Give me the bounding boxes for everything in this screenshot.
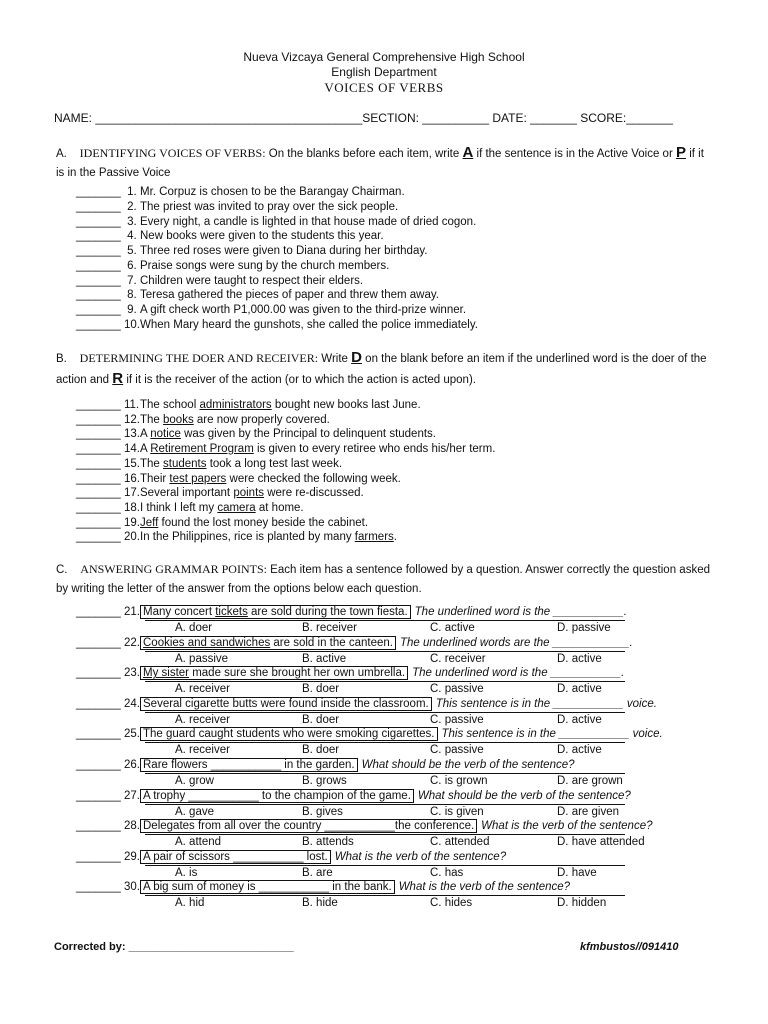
item-text: Teresa gathered the pieces of paper and threw them away. [140,289,439,302]
options-row [145,773,625,789]
section-c-item [76,880,570,895]
section-a-letter-p: P [675,144,686,161]
option: B. grows [302,775,347,787]
section-c-item [76,758,575,773]
item-number[interactable]: _______ 12. [76,413,140,426]
section-b-item [76,457,342,472]
item-text: Children were taught to respect their elders. [140,274,364,287]
item-number[interactable]: _______ 24. [76,697,140,710]
option: D. active [557,652,602,665]
option: B. doer [302,713,340,726]
item-text-post: bought new books last June. [271,399,421,411]
item-number[interactable]: _______ 22. [76,636,140,649]
item-text-post: . [393,531,397,544]
option: B. hide [302,897,338,910]
option: B. active [302,652,347,665]
question-text: The underlined word is the ___________. [414,606,627,618]
school-name: Nueva Vizcaya General Comprehensive High School [243,50,525,64]
section-c-item [76,727,663,742]
option: A. doer [175,622,213,634]
section-c-item [76,789,631,804]
item-number[interactable]: _______ 17. [76,487,140,500]
item-number[interactable]: _______ 10. [76,318,140,331]
item-text-pre: The [140,457,164,470]
sentence-box [140,880,395,894]
option: C. is given [430,805,484,818]
item-number[interactable]: _______ 20. [76,531,140,544]
options-row [145,742,625,758]
section-a-item [76,185,405,200]
option: B. receiver [302,622,357,634]
section-a-item [76,200,398,215]
section-b-item [76,442,495,457]
section-c-text: Each item has a sentence followed by a question. Answer correctly the question asked by writing the letter of the answer from the options below each question. [56,564,710,595]
sentence-pre: A big sum of money is ___________ in the bank. [143,881,392,894]
sentence-pre: Several cigarette butts were found inside the classroom. [143,697,429,710]
section-c-item [76,636,633,651]
item-number[interactable]: _______ 1. [76,186,137,198]
item-text-post: found the lost money beside the cabinet. [158,516,369,529]
option: C. hides [430,897,473,910]
option: D. have attended [557,836,645,849]
option: A. receiver [175,713,230,726]
item-number[interactable]: _______ 7. [76,274,137,287]
sentence-box [140,666,408,680]
options-row [145,620,625,636]
option: C. active [430,622,475,634]
sentence-box [140,758,358,772]
item-number[interactable]: _______ 28. [76,820,140,833]
section-b-item [76,427,436,442]
item-text-pre: In the Philippines, rice is planted by many [140,531,355,544]
section-a-item [76,259,389,274]
sentence-pre: A pair of scissors ___________ lost. [143,850,328,863]
item-text-post: are now properly covered. [193,413,330,426]
underlined-word: Retirement Program [150,443,254,456]
sentence-post: made sure she brought her own umbrella. [189,667,406,680]
option: C. passive [430,713,484,726]
option: A. hid [175,897,205,910]
section-b-item [76,516,368,531]
item-text: When Mary heard the gunshots, she called the police immediately. [140,318,478,331]
section-b-text1: Write [321,353,348,365]
item-number[interactable]: _______ 3. [76,215,137,228]
underlined-word: tickets [215,606,248,618]
item-text-post: is given to every retiree who ends his/her term. [253,443,496,456]
section-b-heading [56,348,714,390]
question-text: The underlined word is the ___________. [412,667,625,680]
item-text: The priest was invited to pray over the sick people. [140,200,399,213]
item-text-pre: Their [140,472,170,485]
options-row [145,681,625,697]
option: C. passive [430,683,484,696]
item-number[interactable]: _______ 11. [76,399,140,411]
section-a-text1: On the blanks before each item, write [268,148,460,160]
option: B. doer [302,744,340,757]
department-name: English Department [331,65,437,79]
item-text: Every night, a candle is lighted in that house made of dried cogon. [140,215,477,228]
option: D. active [557,683,602,696]
item-text: New books were given to the students this year. [140,230,384,243]
section-a-item [76,215,476,230]
item-text: Praise songs were sung by the church members. [140,259,390,272]
option: A. receiver [175,683,230,696]
item-text-post: at home. [255,501,304,514]
item-text-pre: Several important [140,487,234,500]
option: D. passive [557,622,611,634]
option: A. grow [175,775,214,787]
section-c-heading [56,560,714,599]
section-c-letter: C. [56,564,68,576]
section-c-item [76,850,506,865]
option: A. receiver [175,744,230,757]
page-title: VOICES OF VERBS [324,80,444,95]
option: A. gave [175,805,214,818]
item-number[interactable]: _______ 2. [76,200,137,213]
item-text-pre: The school [140,399,200,411]
item-number[interactable]: _______ 8. [76,289,137,302]
question-text: This sentence is in the ___________ voice. [441,728,663,741]
option: A. passive [175,652,229,665]
section-a-item [76,288,439,303]
options-row [145,895,625,911]
sentence-box [140,636,396,650]
item-number[interactable]: _______ 15. [76,457,140,470]
option: A. is [175,866,198,879]
section-b-item [76,501,304,516]
author-code: kfmbustos//091410 [580,941,679,953]
item-number[interactable]: _______ 23. [76,667,140,680]
underlined-word: Jeff [140,516,159,529]
option: D. are grown [557,775,623,787]
options-row [145,712,625,728]
option: D. active [557,713,602,726]
option: A. attend [175,836,222,849]
item-text-post: were checked the following week. [226,472,401,485]
sentence-pre: A trophy ___________ to the champion of the game. [143,789,411,802]
section-a-item [76,274,363,289]
section-b-item [76,486,364,501]
section-a-letter: A. [56,148,67,160]
question-text: This sentence is in the ___________ voice. [435,697,657,710]
item-number[interactable]: _______ 26. [76,759,140,771]
section-a-item [76,303,466,318]
option: C. receiver [430,652,486,665]
section-c-item [76,605,627,620]
section-b-letter-r: R [112,370,124,387]
option: D. active [557,744,602,757]
underlined-word: test papers [169,472,227,485]
option: B. gives [302,805,343,818]
section-c-item [76,666,624,681]
item-text: Mr. Corpuz is chosen to be the Barangay Chairman. [140,186,405,198]
option: C. attended [430,836,490,849]
item-text: A gift check worth P1,000.00 was given to the third-prize winner. [140,304,467,316]
section-a-text2: if the sentence is in the Active Voice or [476,148,673,160]
item-number[interactable]: _______ 4. [76,230,137,243]
section-b-letter: B. [56,353,67,365]
item-text-pre: I think I left my [140,501,218,514]
item-text-post: were re-discussed. [264,487,364,500]
item-number[interactable]: _______ 21. [76,606,140,618]
item-number[interactable]: _______ 5. [76,245,137,257]
section-a-heading [56,143,714,183]
section-b-letter-d: D [351,349,362,366]
section-b-text3: if it is the receiver of the action (or to which the action is acted upon). [126,374,476,386]
item-number[interactable]: _______ 29. [76,850,140,863]
underlined-word: farmers [354,531,394,544]
item-number[interactable]: _______ 30. [76,881,140,894]
item-number[interactable]: _______ 19. [76,516,140,529]
item-text-post: was given by the Principal to delinquent students. [180,428,436,441]
section-c-caption: ANSWERING GRAMMAR POINTS: [80,562,267,576]
options-row [145,651,625,667]
section-a-item [76,318,478,333]
student-info-line[interactable]: NAME: ________________________________________SECTION: __________ DATE: _______ SCORE:_______ [54,111,673,125]
option: D. hidden [557,897,607,910]
options-row [145,865,625,881]
section-c-item [76,697,657,712]
section-b-item [76,530,397,545]
section-b-item [76,413,330,428]
section-b-item [76,398,421,413]
sentence-box [140,789,414,803]
item-number[interactable]: _______ 18. [76,501,140,514]
item-text-pre: A [140,443,151,456]
item-number[interactable]: _______ 9. [76,304,137,316]
question-text: The underlined words are the ____________. [399,636,633,649]
option: D. have [557,866,597,879]
item-number[interactable]: _______ 6. [76,259,137,272]
section-a-letter-a: A [462,144,474,161]
sentence-box [140,605,411,619]
options-row [145,834,645,850]
corrected-by: Corrected by: ___________________________ [54,941,294,953]
sentence-pre: Delegates from all over the country ___________the conference. [143,820,475,833]
item-number[interactable]: _______ 27. [76,789,140,802]
sentence-post: are sold during the town fiesta. [247,606,408,618]
section-a-item [76,229,384,244]
question-text: What should be the verb of the sentence? [417,789,631,802]
item-text-pre: A [140,428,151,441]
section-a-item [76,244,427,259]
section-a-caption: IDENTIFYING VOICES OF VERBS: [79,146,266,160]
option: B. are [302,866,333,879]
question-text: What is the verb of the sentence? [334,850,507,863]
question-text: What is the verb of the sentence? [481,820,653,833]
underlined-word: notice [150,428,181,441]
item-number[interactable]: _______ 13. [76,428,140,441]
option: C. is grown [430,775,488,787]
underlined-word: Cookies and sandwiches [143,636,271,649]
item-number[interactable]: _______ 16. [76,472,140,485]
option: C. passive [430,744,484,757]
section-b-item [76,472,401,487]
sentence-box [140,850,331,864]
item-text: Three red roses were given to Diana during her birthday. [140,245,428,257]
item-text-pre: The [140,413,164,426]
sentence-box [140,697,432,711]
underlined-word: camera [217,501,256,514]
sentence-post: are sold in the canteen. [270,636,393,649]
underlined-word: books [163,413,194,426]
underlined-word: My sister [143,667,189,680]
option: C. has [430,866,464,879]
options-row [145,804,625,820]
item-number[interactable]: _______ 14. [76,443,140,456]
underlined-word: administrators [199,399,272,411]
option: B. attends [302,836,354,849]
sentence-box [140,727,438,741]
option: D. are given [557,805,620,818]
section-a-text3: if it is in the Passive Voice [56,148,704,179]
underlined-word: points [233,487,265,500]
section-c-item [76,819,653,834]
question-text: What should be the verb of the sentence? [361,759,575,771]
underlined-word: students [163,457,207,470]
sentence-pre: Rare flowers ___________ in the garden. [143,759,355,771]
sentence-box [140,819,477,833]
item-number[interactable]: _______ 25. [76,728,140,741]
sentence-pre: Many concert [143,606,216,618]
sentence-pre: The guard caught students who were smoking cigarettes. [143,728,435,741]
item-text-post: took a long test last week. [206,457,343,470]
section-b-text2: on the blank before an item if the underlined word is the doer of the action and [56,353,707,386]
question-text: What is the verb of the sentence? [398,881,571,894]
option: B. doer [302,683,340,696]
section-b-caption: DETERMINING THE DOER AND RECEIVER: [79,351,319,365]
